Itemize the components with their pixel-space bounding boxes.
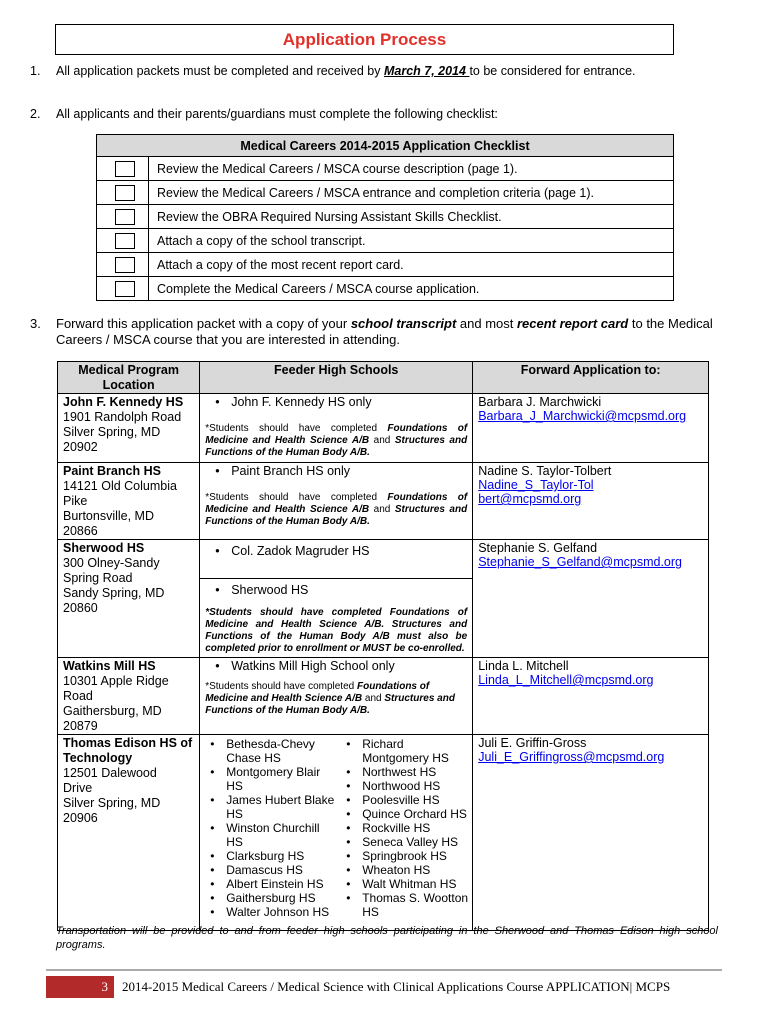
contact-email-link[interactable]: Nadine_S_Taylor-Tolbert@mcpsmd.org (478, 478, 594, 506)
checkbox[interactable] (115, 185, 135, 201)
item-number: 1. (30, 64, 41, 78)
feeder-school: • Richard Montgomery HS (336, 737, 472, 765)
prerequisite-note: *Students should have completed Foundations of Medicine and Health Science A/B and Structures and Functions of the Human Body A/B. (205, 681, 455, 716)
emphasis: school transcript (350, 316, 457, 331)
contact-email-link[interactable]: Barbara_J_Marchwicki@mcpsmd.org (478, 409, 687, 423)
item-text: Forward this application packet with a copy of your (56, 316, 351, 331)
address-line: 10301 Apple Ridge (63, 674, 169, 688)
address-line: Silver Spring, MD (63, 425, 161, 439)
item-text: All applicants and their parents/guardians must complete the following checklist: (56, 107, 498, 121)
feeder-school: • Winston Churchill HS (200, 821, 336, 849)
feeder-school: • Albert Einstein HS (200, 877, 336, 891)
contact-name: Linda L. Mitchell (478, 659, 569, 673)
instruction-1 (30, 63, 730, 79)
instruction-2 (30, 106, 730, 122)
address-line: 20906 (63, 811, 98, 825)
feeder-school: • Gaithersburg HS (200, 891, 336, 905)
feeder-school: • Walt Whitman HS (336, 877, 472, 891)
feeder-school: • Bethesda-Chevy Chase HS (200, 737, 336, 765)
feeder-school: • Watkins Mill High School only (205, 659, 467, 673)
checkbox[interactable] (115, 209, 135, 225)
feeder-school: • Sherwood HS (205, 583, 467, 597)
page-number: 3 (46, 976, 114, 998)
table-row (58, 463, 709, 540)
checklist-item: Review the Medical Careers / MSCA course description (page 1). (149, 157, 674, 181)
checklist-title: Medical Careers 2014-2015 Application Checklist (97, 135, 674, 157)
address-line: Drive (63, 781, 93, 795)
column-header: Forward Application to: (473, 362, 709, 394)
feeder-school: • Northwood HS (336, 779, 472, 793)
address-line: 20879 (63, 719, 98, 733)
application-checklist (96, 134, 674, 301)
address-line: Gaithersburg, MD (63, 704, 162, 718)
program-name: Sherwood HS (63, 541, 145, 555)
feeder-school: • Rockville HS (336, 821, 472, 835)
address-line: 20860 (63, 601, 98, 615)
page-footer (46, 969, 722, 999)
address-line: Pike (63, 494, 88, 508)
address-line: 1901 Randolph Road (63, 410, 182, 424)
contact-name: Juli E. Griffin-Gross (478, 736, 587, 750)
feeder-school: • Northwest HS (336, 765, 472, 779)
checkbox[interactable] (115, 281, 135, 297)
feeder-school: • Thomas S. Wootton HS (336, 891, 472, 919)
feeder-school: • Seneca Valley HS (336, 835, 472, 849)
item-text: and most (456, 316, 517, 331)
feeder-school: • Poolesville HS (336, 793, 472, 807)
item-text: to the Medical Careers / MSCA course that you are interested in attending. (56, 316, 713, 347)
checkbox[interactable] (115, 257, 135, 273)
program-name: Thomas Edison HS of Technology (63, 736, 193, 765)
contact-email-link[interactable]: Linda_L_Mitchell@mcpsmd.org (478, 673, 654, 687)
column-header: Medical Program Location (58, 362, 200, 394)
feeder-list (200, 735, 336, 919)
checklist-item: Attach a copy of the school transcript. (149, 229, 674, 253)
table-row (58, 394, 709, 463)
address-line: Spring Road (63, 571, 133, 585)
feeder-school: • Clarksburg HS (200, 849, 336, 863)
transportation-note: Transportation will be provided to and from feeder high schools participating in the Sherwood and Thomas Edison high school programs. (56, 925, 718, 951)
checkbox[interactable] (115, 161, 135, 177)
contact-email-link[interactable]: Juli_E_Griffingross@mcpsmd.org (478, 750, 665, 764)
address-line: Sandy Spring, MD (63, 586, 165, 600)
feeder-school: • Walter Johnson HS (200, 905, 336, 919)
contact-name: Stephanie S. Gelfand (478, 541, 598, 555)
item-text: to be considered for entrance. (469, 64, 636, 78)
checklist-item: Review the Medical Careers / MSCA entrance and completion criteria (page 1). (149, 181, 674, 205)
program-name: Paint Branch HS (63, 464, 161, 478)
address-line: 300 Olney-Sandy (63, 556, 160, 570)
feeder-school: • Quince Orchard HS (336, 807, 472, 821)
feeder-list (336, 735, 472, 919)
address-line: 20902 (63, 440, 98, 454)
feeder-school: • Paint Branch HS only (205, 464, 467, 478)
checklist-item: Attach a copy of the most recent report card. (149, 253, 674, 277)
address-line: 20866 (63, 524, 98, 538)
feeder-school: • Springbrook HS (336, 849, 472, 863)
prerequisite-note: *Students should have completed Foundations of Medicine and Health Science A/B and Structures and Functions of the Human Body A/B. (205, 492, 468, 527)
footer-text: 2014-2015 Medical Careers / Medical Science with Clinical Applications Course APPLICATION| MCPS (122, 979, 671, 994)
address-line: Burtonsville, MD (63, 509, 154, 523)
program-name: John F. Kennedy HS (63, 395, 184, 409)
item-text: All application packets must be completed and received by (56, 64, 384, 78)
feeder-school: • Montgomery Blair HS (200, 765, 336, 793)
program-table (57, 361, 709, 931)
table-row (58, 658, 709, 735)
address-line: Road (63, 689, 93, 703)
contact-email-link[interactable]: Stephanie_S_Gelfand@mcpsmd.org (478, 555, 682, 569)
checklist-item: Review the OBRA Required Nursing Assistant Skills Checklist. (149, 205, 674, 229)
page-title: Application Process (55, 24, 674, 55)
contact-name: Nadine S. Taylor-Tolbert (478, 464, 612, 478)
program-name: Watkins Mill HS (63, 659, 156, 673)
prerequisite-note: *Students should have completed Foundations of Medicine and Health Science A/B. Structures and Functions of the Human Body A/B must also be completed prior to enrollment or MUST be co-enrolled. (205, 607, 468, 654)
item-number: 2. (30, 107, 41, 121)
table-row (58, 735, 709, 931)
contact-name: Barbara J. Marchwicki (478, 395, 602, 409)
address-line: 12501 Dalewood (63, 766, 157, 780)
feeder-school: • John F. Kennedy HS only (205, 395, 467, 409)
prerequisite-note: *Students should have completed Foundations of Medicine and Health Science A/B and Structures and Functions of the Human Body A/B. (205, 423, 468, 458)
instruction-3 (30, 316, 730, 348)
feeder-school: • James Hubert Blake HS (200, 793, 336, 821)
deadline-date: March 7, 2014 (383, 64, 470, 78)
checkbox[interactable] (115, 233, 135, 249)
table-row (58, 540, 709, 579)
feeder-school: • Col. Zadok Magruder HS (205, 544, 467, 558)
feeder-school: • Wheaton HS (336, 863, 472, 877)
address-line: 14121 Old Columbia (63, 479, 177, 493)
checklist-item: Complete the Medical Careers / MSCA course application. (149, 277, 674, 301)
item-number: 3. (30, 316, 41, 331)
feeder-school: • Damascus HS (200, 863, 336, 877)
address-line: Silver Spring, MD (63, 796, 161, 810)
column-header: Feeder High Schools (200, 362, 473, 394)
emphasis: recent report card (516, 316, 629, 331)
